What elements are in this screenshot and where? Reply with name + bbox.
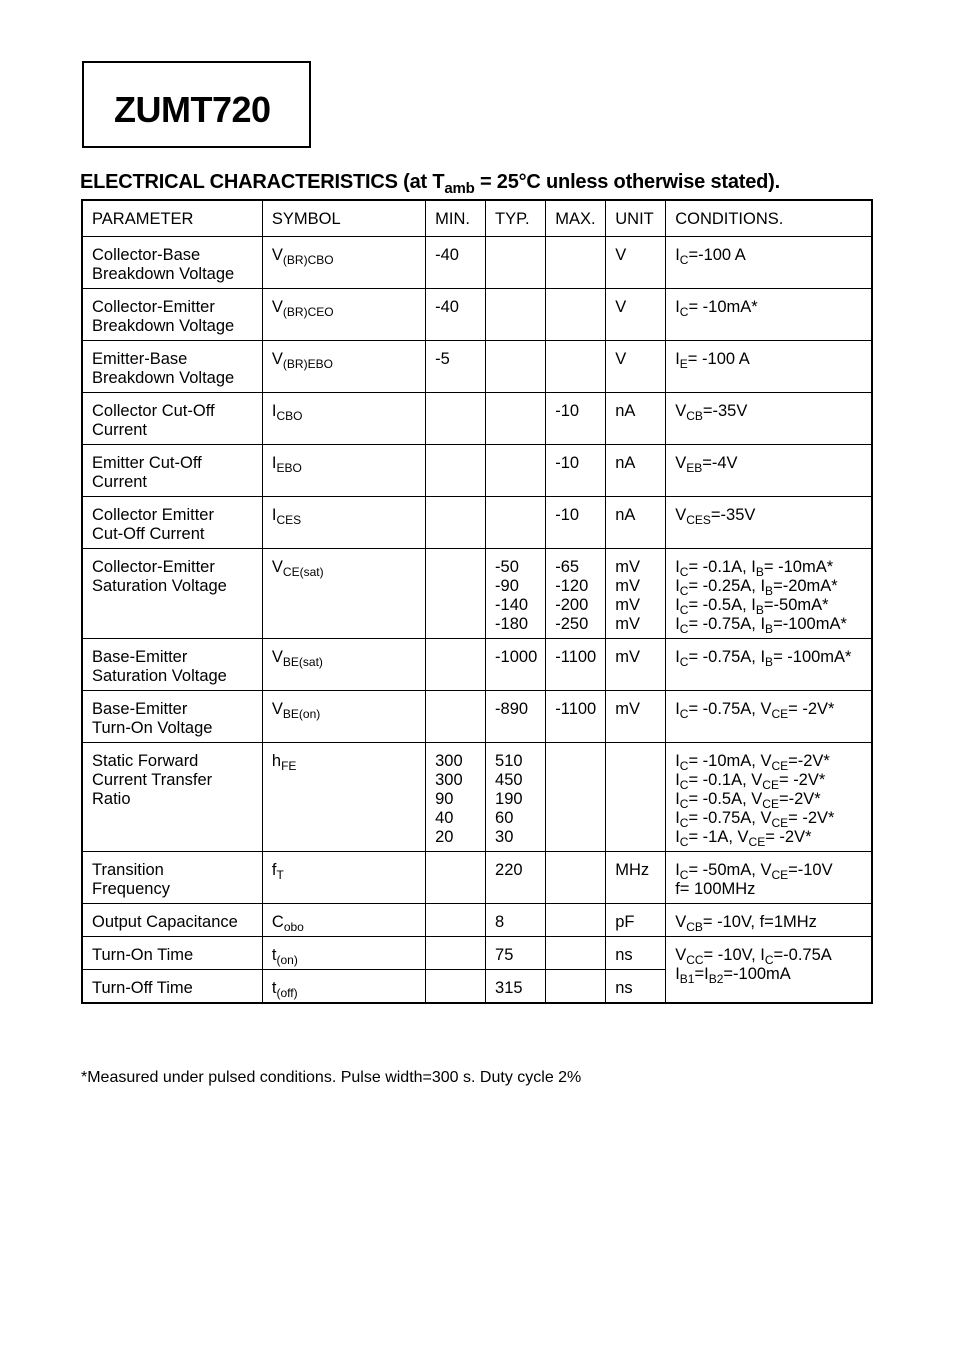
parameter-cell: Collector-Emitter Breakdown Voltage	[82, 289, 262, 341]
max-cell	[546, 743, 606, 852]
table-row	[82, 289, 872, 341]
unit-cell: ns	[606, 970, 666, 1004]
min-cell	[426, 497, 486, 549]
footnote: *Measured under pulsed conditions. Pulse width=300 s. Duty cycle 2%	[81, 1069, 582, 1086]
symbol-subscript: CBO	[276, 409, 303, 423]
symbol-subscript: EBO	[276, 461, 302, 475]
symbol-letter: t	[271, 979, 277, 997]
symbol-subscript: (BR)CBO	[282, 253, 334, 267]
symbol-letter: h	[271, 752, 282, 770]
max-cell: -10	[546, 497, 606, 549]
symbol-cell	[262, 937, 425, 970]
symbol-subscript: BE(sat)	[282, 655, 323, 669]
conditions-cell	[666, 937, 872, 1004]
column-header: SYMBOL	[262, 200, 425, 237]
symbol-subscript: (on)	[276, 953, 298, 967]
symbol-cell	[262, 237, 425, 289]
conditions-cell	[666, 691, 872, 743]
symbol-letter: t	[271, 946, 277, 964]
condition-line: $V_{CB}= -10V$, f=1MHz	[675, 913, 817, 934]
condition-line: $I_C= -0.75A$, $V_{CE}= -2V*$	[675, 700, 835, 721]
table-row	[82, 237, 872, 289]
unit-cell: nA	[606, 445, 666, 497]
condition-line: $V_{CB}=-35V$	[675, 402, 748, 423]
condition-line: $V_{EB}=-4V$	[675, 454, 738, 475]
condition-line: $I_E= -100$ A	[675, 350, 750, 371]
table-row	[82, 393, 872, 445]
condition-line: $I_{B1}=I_{B2}=-100mA$	[675, 965, 791, 986]
typ-cell: 8	[486, 904, 546, 937]
table-row	[82, 937, 872, 970]
symbol-subscript: BE(on)	[282, 707, 321, 721]
typ-cell	[486, 393, 546, 445]
typ-cell: 510 450 190 60 30	[486, 743, 546, 852]
unit-cell: mV	[606, 691, 666, 743]
electrical-characteristics-table	[81, 199, 873, 1004]
table-row	[82, 691, 872, 743]
symbol-cell	[262, 970, 425, 1004]
section-heading	[80, 171, 780, 197]
parameter-cell: Emitter-Base Breakdown Voltage	[82, 341, 262, 393]
max-cell: -1100	[546, 639, 606, 691]
table-row	[82, 743, 872, 852]
symbol-letter: C	[271, 913, 284, 931]
conditions-cell	[666, 341, 872, 393]
symbol-cell	[262, 639, 425, 691]
symbol-cell	[262, 497, 425, 549]
conditions-cell	[666, 497, 872, 549]
symbol-subscript: (off)	[276, 986, 298, 1000]
typ-cell: 75	[486, 937, 546, 970]
table-row	[82, 445, 872, 497]
column-header: PARAMETER	[82, 200, 262, 237]
max-cell	[546, 970, 606, 1004]
conditions-cell	[666, 289, 872, 341]
max-cell: -10	[546, 393, 606, 445]
condition-line: $V_{CC}= -10V$, $I_C=-0.75A$	[675, 946, 832, 967]
condition-line: $I_C= -10mA*$	[675, 298, 758, 319]
parameter-cell: Transition Frequency	[82, 852, 262, 904]
condition-line: $I_C= -1A$, $V_{CE}= -2V*$	[675, 828, 812, 849]
symbol-letter: V	[271, 350, 283, 368]
symbol-cell	[262, 341, 425, 393]
unit-cell: V	[606, 341, 666, 393]
max-cell	[546, 237, 606, 289]
min-cell	[426, 937, 486, 970]
condition-line: $I_C= -0.5A$, $V_{CE}=-2V*$	[675, 790, 821, 811]
typ-cell: 220	[486, 852, 546, 904]
min-cell	[426, 393, 486, 445]
typ-cell: -50 -90 -140 -180	[486, 549, 546, 639]
conditions-cell	[666, 639, 872, 691]
max-cell: -10	[546, 445, 606, 497]
max-cell	[546, 937, 606, 970]
condition-line: $I_C= -0.75A$, $I_B=-100mA*$	[675, 615, 847, 636]
symbol-letter: I	[271, 454, 277, 472]
symbol-subscript: (BR)CEO	[282, 305, 334, 319]
max-cell	[546, 852, 606, 904]
parameter-cell: Collector-Emitter Saturation Voltage	[82, 549, 262, 639]
condition-line: $I_C= -0.75A$, $V_{CE}= -2V*$	[675, 809, 835, 830]
unit-cell: pF	[606, 904, 666, 937]
column-header: MAX.	[546, 200, 606, 237]
part-number: ZUMT720	[114, 89, 271, 130]
symbol-cell	[262, 549, 425, 639]
table-row	[82, 497, 872, 549]
heading-subscript: amb	[444, 180, 475, 197]
symbol-cell	[262, 445, 425, 497]
symbol-letter: V	[271, 246, 283, 264]
min-cell	[426, 639, 486, 691]
symbol-cell	[262, 743, 425, 852]
symbol-letter: I	[271, 506, 277, 524]
symbol-subscript: obo	[283, 920, 304, 934]
symbol-cell	[262, 289, 425, 341]
min-cell: 300 300 90 40 20	[426, 743, 486, 852]
parameter-cell: Turn-On Time	[82, 937, 262, 970]
condition-line: $I_C= -0.1A$, $I_B= -10mA*$	[675, 558, 834, 579]
min-cell	[426, 970, 486, 1004]
typ-cell: -1000	[486, 639, 546, 691]
conditions-cell	[666, 852, 872, 904]
max-cell	[546, 904, 606, 937]
unit-cell: mV mV mV mV	[606, 549, 666, 639]
parameter-cell: Emitter Cut-Off Current	[82, 445, 262, 497]
min-cell	[426, 852, 486, 904]
condition-line: $I_C= -10mA$, $V_{CE}=-2V*$	[675, 752, 830, 773]
column-header: UNIT	[606, 200, 666, 237]
column-header: MIN.	[426, 200, 486, 237]
min-cell	[426, 549, 486, 639]
symbol-letter: V	[271, 298, 283, 316]
heading-text: ELECTRICAL CHARACTERISTICS (at T	[80, 171, 445, 193]
parameter-cell: Turn-Off Time	[82, 970, 262, 1004]
min-cell	[426, 904, 486, 937]
symbol-subscript: CE(sat)	[282, 565, 324, 579]
min-cell: -5	[426, 341, 486, 393]
condition-line: $I_C= -0.1A$, $V_{CE}= -2V*$	[675, 771, 826, 792]
symbol-subscript: FE	[281, 759, 297, 773]
typ-cell	[486, 341, 546, 393]
condition-line: $I_C= -0.25A$, $I_B=-20mA*$	[675, 577, 838, 598]
symbol-cell	[262, 393, 425, 445]
unit-cell: V	[606, 237, 666, 289]
unit-cell: nA	[606, 393, 666, 445]
symbol-cell	[262, 691, 425, 743]
min-cell	[426, 445, 486, 497]
max-cell	[546, 341, 606, 393]
condition-line: $V_{CES}=-35V$	[675, 506, 756, 527]
min-cell: -40	[426, 289, 486, 341]
condition-line: $I_C=-100$ A	[675, 246, 746, 267]
condition-line: $I_C= -0.5A$, $I_B=-50mA*$	[675, 596, 829, 617]
max-cell: -1100	[546, 691, 606, 743]
min-cell: -40	[426, 237, 486, 289]
table-header-row	[82, 200, 872, 237]
conditions-cell	[666, 393, 872, 445]
typ-cell	[486, 237, 546, 289]
table-row	[82, 852, 872, 904]
symbol-cell	[262, 852, 425, 904]
symbol-cell	[262, 904, 425, 937]
part-number-box	[82, 61, 311, 148]
symbol-letter: I	[271, 402, 277, 420]
parameter-cell: Base-Emitter Turn-On Voltage	[82, 691, 262, 743]
table-row	[82, 639, 872, 691]
symbol-letter: V	[271, 558, 283, 576]
typ-cell: 315	[486, 970, 546, 1004]
table-row	[82, 341, 872, 393]
condition-line: $I_C= -0.75A$, $I_B= -100mA*$	[675, 648, 852, 669]
unit-cell: nA	[606, 497, 666, 549]
symbol-subscript: T	[276, 868, 284, 882]
parameter-cell: Output Capacitance	[82, 904, 262, 937]
parameter-cell: Collector Cut-Off Current	[82, 393, 262, 445]
unit-cell: MHz	[606, 852, 666, 904]
max-cell: -65 -120 -200 -250	[546, 549, 606, 639]
symbol-subscript: (BR)EBO	[282, 357, 333, 371]
conditions-cell	[666, 743, 872, 852]
parameter-cell: Collector-Base Breakdown Voltage	[82, 237, 262, 289]
condition-line: f= 100MHz	[675, 880, 756, 898]
conditions-cell	[666, 445, 872, 497]
symbol-letter: f	[271, 861, 277, 879]
typ-cell	[486, 497, 546, 549]
condition-line: $I_C= -50mA$, $V_{CE}=-10V$	[675, 861, 833, 882]
column-header: TYP.	[486, 200, 546, 237]
table-row	[82, 904, 872, 937]
symbol-letter: V	[271, 700, 283, 718]
heading-text-end: = 25°C unless otherwise stated).	[474, 171, 780, 193]
conditions-cell	[666, 237, 872, 289]
table-row	[82, 549, 872, 639]
parameter-cell: Collector Emitter Cut-Off Current	[82, 497, 262, 549]
typ-cell	[486, 289, 546, 341]
column-header: CONDITIONS.	[666, 200, 872, 237]
parameter-cell: Base-Emitter Saturation Voltage	[82, 639, 262, 691]
conditions-cell	[666, 904, 872, 937]
typ-cell	[486, 445, 546, 497]
conditions-cell	[666, 549, 872, 639]
unit-cell	[606, 743, 666, 852]
symbol-letter: V	[271, 648, 283, 666]
unit-cell: mV	[606, 639, 666, 691]
unit-cell: ns	[606, 937, 666, 970]
max-cell	[546, 289, 606, 341]
typ-cell: -890	[486, 691, 546, 743]
symbol-subscript: CES	[276, 513, 302, 527]
unit-cell: V	[606, 289, 666, 341]
parameter-cell: Static Forward Current Transfer Ratio	[82, 743, 262, 852]
min-cell	[426, 691, 486, 743]
